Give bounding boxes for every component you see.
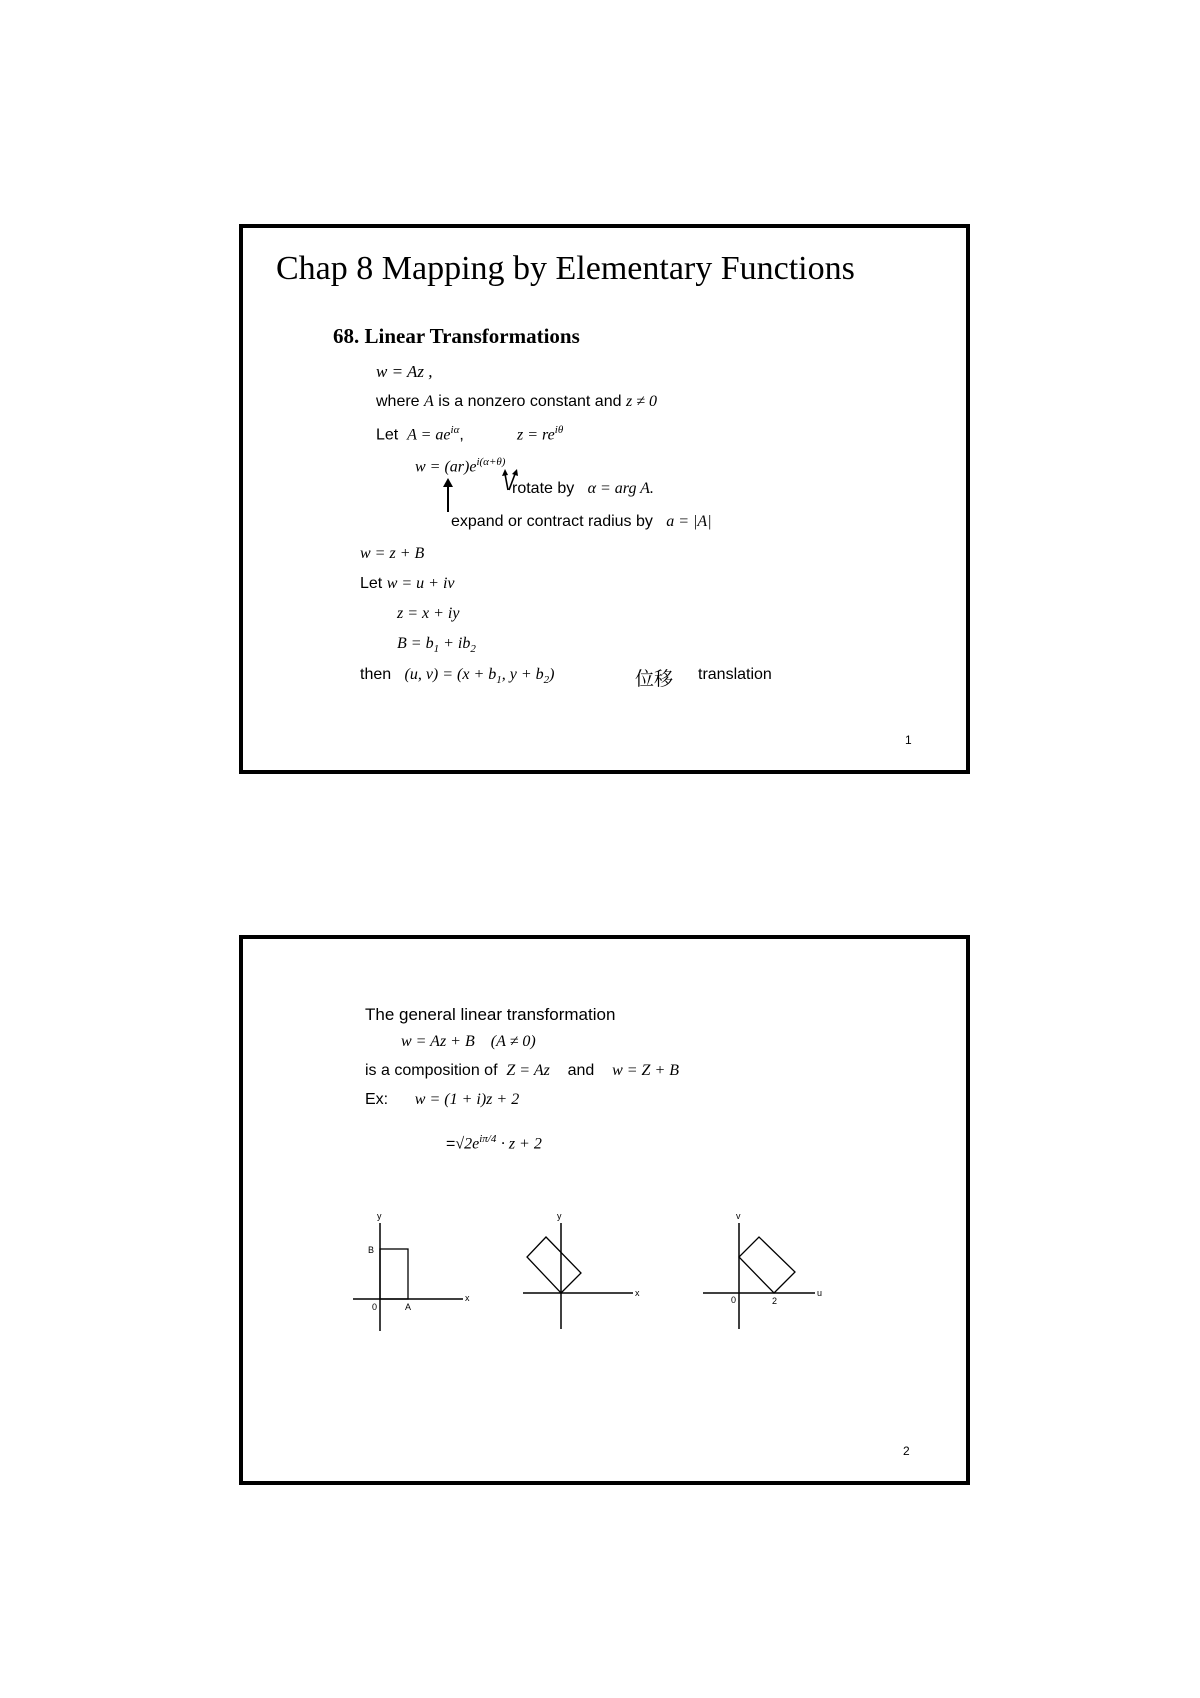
y-axis-label: y	[377, 1211, 382, 1221]
slide-2	[239, 935, 970, 1485]
origin-label: 0	[372, 1302, 378, 1312]
cjk-translation-label: 位移	[635, 668, 674, 690]
b-eq: $B = b_1 + ib_2$	[397, 635, 476, 656]
composition-line: is a composition of Z = Az and w = Z + B	[365, 1062, 680, 1079]
expand-line: expand or contract radius by a = |A|	[451, 513, 712, 530]
general-eq: w = Az + B (A ≠ 0)	[401, 1033, 536, 1050]
then-line: then (u, $v) = (x + b_1$, $y + b_2$)	[360, 666, 555, 687]
diagram-translated-rectangle	[703, 1209, 833, 1334]
v-axis-label: v	[736, 1211, 741, 1221]
eq-w-zb: w = z + B	[360, 545, 425, 562]
slide-title: Chap 8 Mapping by Elementary Functions	[276, 250, 855, 287]
u-axis-label: u	[817, 1288, 823, 1298]
let-z: $z = re^{i\theta}$	[517, 424, 564, 444]
y-axis-label: y	[557, 1211, 562, 1221]
translated-rectangle-shape	[739, 1237, 795, 1293]
two-label: 2	[772, 1296, 778, 1306]
let-line: Let $A = ae^{i\alpha}$,	[376, 424, 464, 444]
section-heading: 68. Linear Transformations	[333, 324, 580, 348]
b-label: B	[368, 1245, 375, 1255]
z-eq: z = x + iy	[397, 605, 460, 622]
x-axis-label: x	[635, 1288, 640, 1298]
up-arrow-shaft	[447, 486, 449, 512]
page-number: 2	[903, 1444, 910, 1458]
where-line: where A is a nonzero constant and z ≠ 0	[376, 393, 657, 410]
intro-line: The general linear transformation	[365, 1005, 616, 1024]
origin-label: 0	[731, 1295, 737, 1305]
page-number: 1	[905, 733, 912, 747]
diagram-rotated-rectangle	[523, 1209, 653, 1334]
rotated-rectangle-shape	[527, 1237, 581, 1293]
x-axis-label: x	[465, 1293, 470, 1303]
w-expanded: $w = (ar)e^{i(\alpha+\theta)}$	[415, 456, 506, 476]
slide-1	[239, 224, 970, 774]
rectangle-shape	[380, 1249, 408, 1299]
example-polar-form: $=√2e^{i\pi/4} \cdot z + 2$	[446, 1133, 542, 1153]
rotate-line: rotate by α = arg A.	[512, 480, 654, 497]
eq-w-az: w = Az ,	[376, 362, 433, 381]
let-w-line: Let w = u + iv	[360, 575, 455, 592]
diagram-original-rectangle	[353, 1209, 483, 1334]
example-line: Ex: w = (1 + i)z + 2	[365, 1091, 520, 1108]
translation-label: translation	[698, 666, 772, 683]
a-label: A	[405, 1302, 412, 1312]
